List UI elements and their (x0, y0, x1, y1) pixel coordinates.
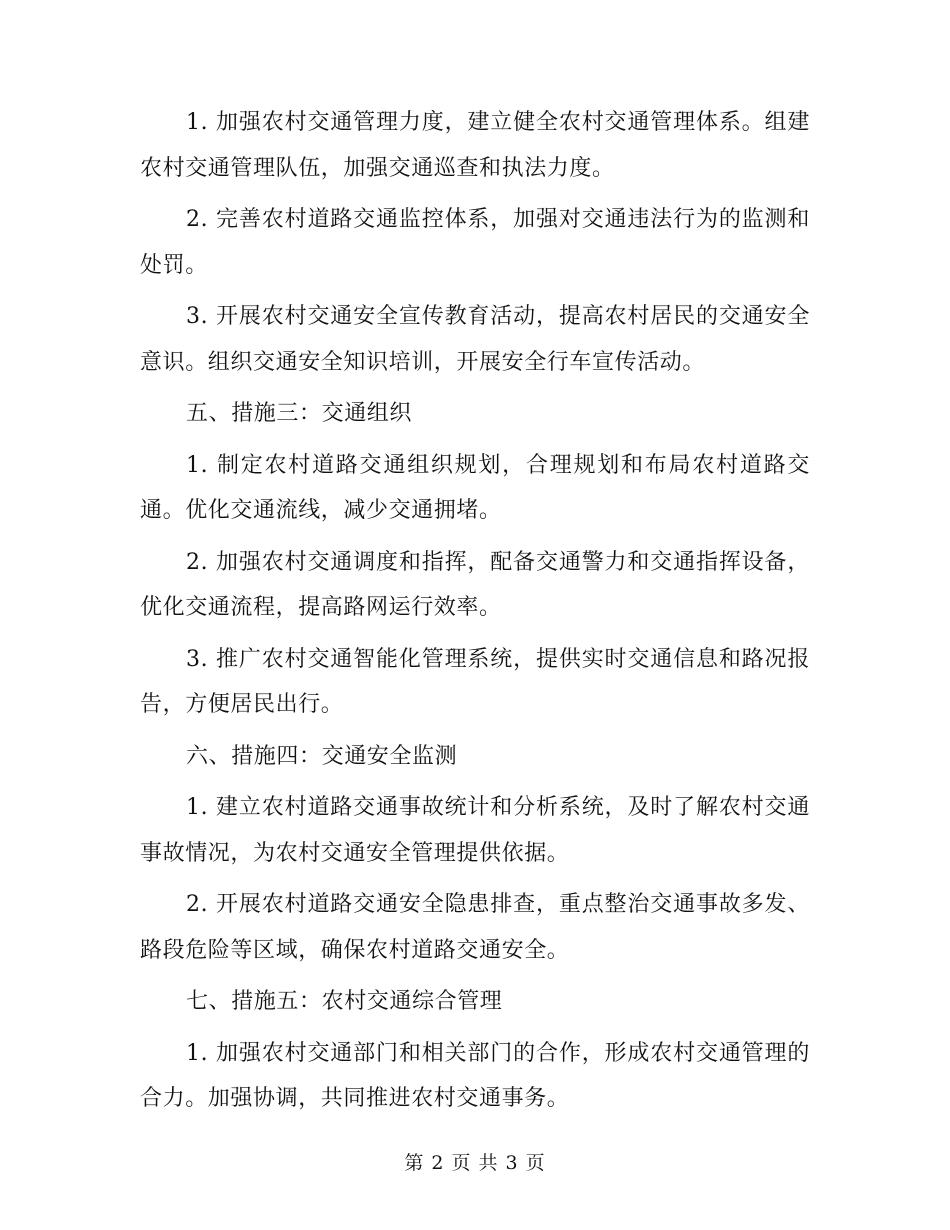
paragraph-6-2: 2. 开展农村道路交通安全隐患排查，重点整治交通事故多发、路段危险等区域，确保农村道路交通安全。 (140, 892, 810, 963)
section-heading-5: 五、措施三：交通组织 (186, 401, 413, 426)
paragraph-1: 1. 加强农村交通管理力度，建立健全农村交通管理体系。组建农村交通管理队伍，加强交通巡查和执法力度。 (140, 110, 810, 181)
paragraph-5-2: 2. 加强农村交通调度和指挥，配备交通警力和交通指挥设备，优化交通流程，提高路网运行效率。 (140, 549, 810, 620)
paragraph-2: 2. 完善农村道路交通监控体系，加强对交通违法行为的监测和处罚。 (140, 207, 810, 278)
section-heading-6: 六、措施四：交通安全监测 (186, 743, 458, 769)
page-number-footer: 第 2 页 共 3 页 (404, 1152, 546, 1174)
paragraph-7-1: 1. 加强农村交通部门和相关部门的合作，形成农村交通管理的合力。加强协调，共同推进农村交通事务。 (140, 1040, 810, 1111)
paragraph-5-3: 3. 推广农村交通智能化管理系统，提供实时交通信息和路况报告，方便居民出行。 (140, 646, 810, 717)
paragraph-6-1: 1. 建立农村道路交通事故统计和分析系统，及时了解农村交通事故情况，为农村交通安全管理提供依据。 (140, 795, 810, 866)
paragraph-5-1: 1. 制定农村道路交通组织规划，合理规划和布局农村道路交通。优化交通流线，减少交通拥堵。 (140, 452, 810, 523)
paragraph-3: 3. 开展农村交通安全宣传教育活动，提高农村居民的交通安全意识。组织交通安全知识培训，开展安全行车宣传活动。 (140, 304, 810, 375)
section-heading-7: 七、措施五：农村交通综合管理 (186, 989, 503, 1014)
document-body (140, 100, 810, 1128)
